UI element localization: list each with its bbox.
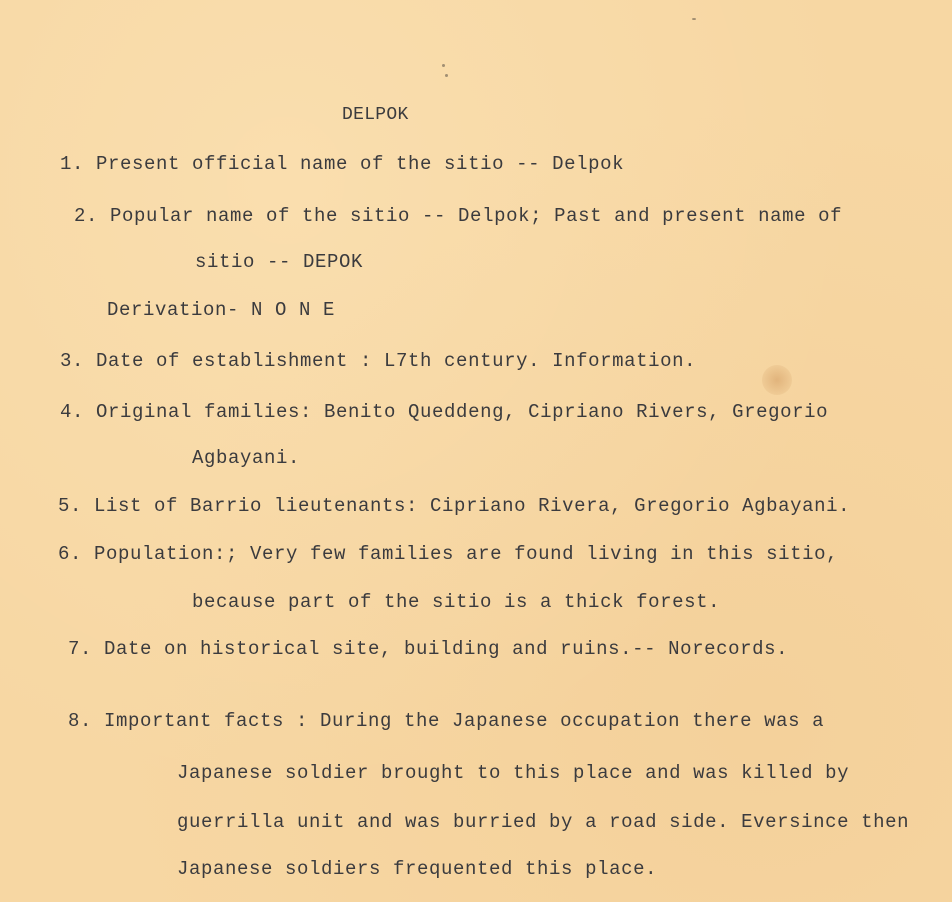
paper-speck [445, 74, 448, 77]
item-4-continued: Agbayani. [192, 447, 301, 469]
item-5-lieutenants: 5. List of Barrio lieutenants: Cipriano Rivera, Gregorio Agbayani. [58, 495, 851, 517]
paper-speck [442, 64, 445, 67]
item-8-continued-2: guerrilla unit and was burried by a road side. Eversince then [177, 811, 910, 833]
paper-stain [762, 365, 792, 395]
document-title: DELPOK [342, 105, 409, 125]
item-8-continued-3: Japanese soldiers frequented this place. [177, 858, 658, 880]
item-8-continued-1: Japanese soldier brought to this place and was killed by [177, 762, 850, 784]
item-1-official-name: 1. Present official name of the sitio -- Delpok [60, 153, 625, 175]
item-3-establishment: 3. Date of establishment : L7th century. Information. [60, 350, 697, 372]
item-4-original-families: 4. Original families: Benito Queddeng, Cipriano Rivers, Gregorio [60, 401, 829, 423]
item-8-important-facts: 8. Important facts : During the Japanese occupation there was a [68, 710, 825, 732]
item-7-historical-site: 7. Date on historical site, building and ruins.-- Norecords. [68, 638, 789, 660]
item-2-continued: sitio -- DEPOK [195, 251, 364, 273]
derivation-line: Derivation- N O N E [107, 299, 336, 321]
item-2-popular-name: 2. Popular name of the sitio -- Delpok; Past and present name of [74, 205, 843, 227]
item-6-population: 6. Population:; Very few families are found living in this sitio, [58, 543, 839, 565]
item-6-continued: because part of the sitio is a thick forest. [192, 591, 721, 613]
paper-speck [692, 18, 696, 20]
